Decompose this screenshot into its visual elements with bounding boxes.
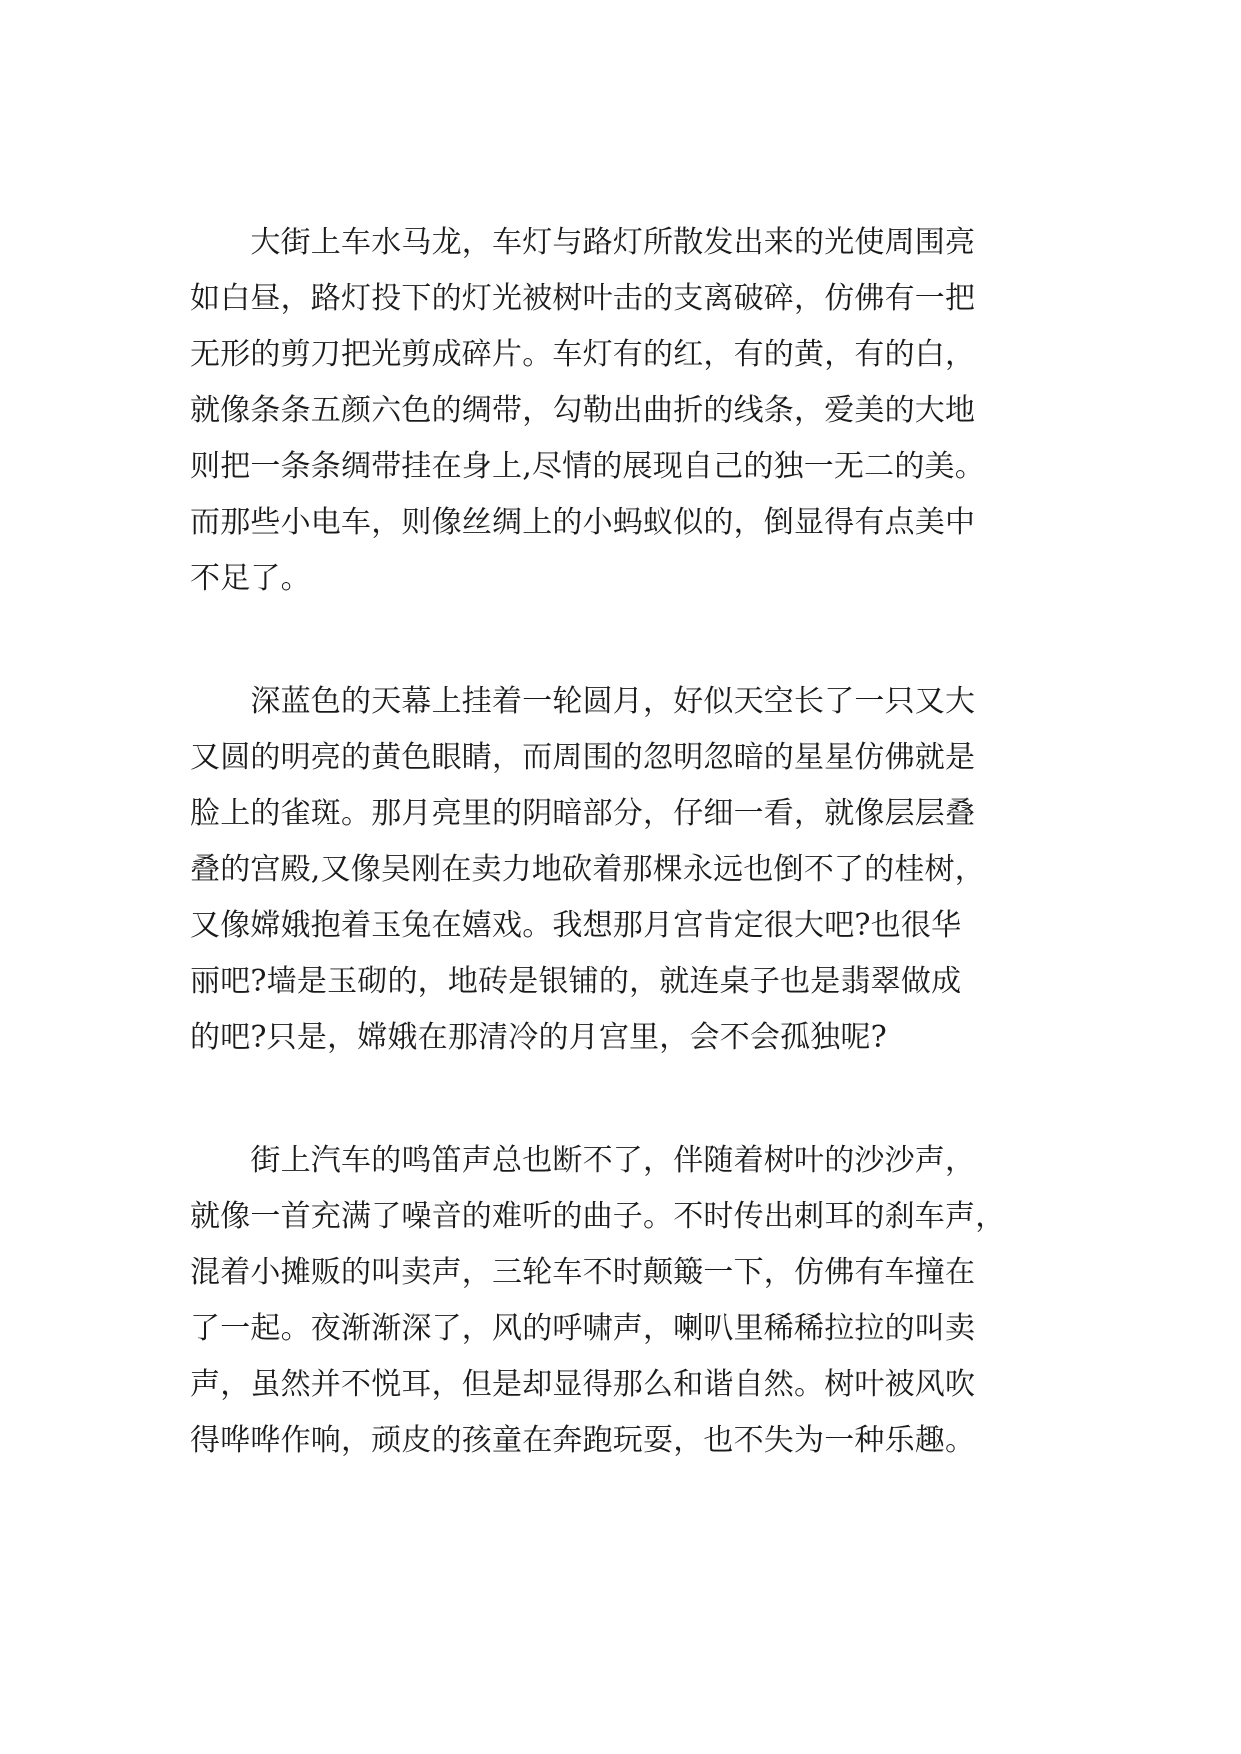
body-text bbox=[190, 215, 1070, 1469]
paragraph-line: 而那些小电车，则像丝绸上的小蚂蚁似的，倒显得有点美中 bbox=[190, 505, 976, 540]
paragraph-line: 脸上的雀斑。那月亮里的阴暗部分，仔细一看，就像层层叠 bbox=[190, 796, 976, 831]
paragraph-line: 又像嫦娥抱着玉兔在嬉戏。我想那月宫肯定很大吧?也很华 bbox=[190, 908, 962, 943]
paragraph-line: 不足了。 bbox=[190, 561, 311, 596]
paragraph-line: 街上汽车的鸣笛声总也断不了，伴随着树叶的沙沙声， bbox=[190, 1143, 976, 1178]
paragraph-line: 就像一首充满了噪音的难听的曲子。不时传出刺耳的刹车声， bbox=[190, 1199, 1006, 1234]
paragraph-line: 深蓝色的天幕上挂着一轮圆月，好似天空长了一只又大 bbox=[190, 684, 976, 719]
paragraph-line: 又圆的明亮的黄色眼睛，而周围的忽明忽暗的星星仿佛就是 bbox=[190, 740, 976, 775]
paragraph-3 bbox=[190, 1133, 1070, 1469]
paragraph-line: 了一起。夜渐渐深了，风的呼啸声，喇叭里稀稀拉拉的叫卖 bbox=[190, 1311, 976, 1346]
paragraph-line: 叠的宫殿,又像吴刚在卖力地砍着那棵永远也倒不了的桂树， bbox=[190, 852, 985, 887]
paragraph-line: 则把一条条绸带挂在身上,尽情的展现自己的独一无二的美。 bbox=[190, 449, 985, 484]
paragraph-line: 就像条条五颜六色的绸带，勾勒出曲折的线条，爱美的大地 bbox=[190, 393, 976, 428]
paragraph-line: 声，虽然并不悦耳，但是却显得那么和谐自然。树叶被风吹 bbox=[190, 1367, 976, 1402]
paragraph-line: 的吧?只是，嫦娥在那清冷的月宫里，会不会孤独呢? bbox=[190, 1020, 887, 1055]
paragraph-2 bbox=[190, 674, 1070, 1066]
paragraph-1 bbox=[190, 215, 1070, 607]
paragraph-line: 混着小摊贩的叫卖声，三轮车不时颠簸一下，仿佛有车撞在 bbox=[190, 1255, 976, 1290]
paragraph-line: 大街上车水马龙，车灯与路灯所散发出来的光使周围亮 bbox=[190, 225, 976, 260]
paragraph-line: 无形的剪刀把光剪成碎片。车灯有的红，有的黄，有的白， bbox=[190, 337, 976, 372]
paragraph-line: 丽吧?墙是玉砌的，地砖是银铺的，就连桌子也是翡翠做成 bbox=[190, 964, 962, 999]
paragraph-line: 如白昼，路灯投下的灯光被树叶击的支离破碎，仿佛有一把 bbox=[190, 281, 976, 316]
paragraph-line: 得哗哗作响，顽皮的孩童在奔跑玩耍，也不失为一种乐趣。 bbox=[190, 1423, 976, 1458]
